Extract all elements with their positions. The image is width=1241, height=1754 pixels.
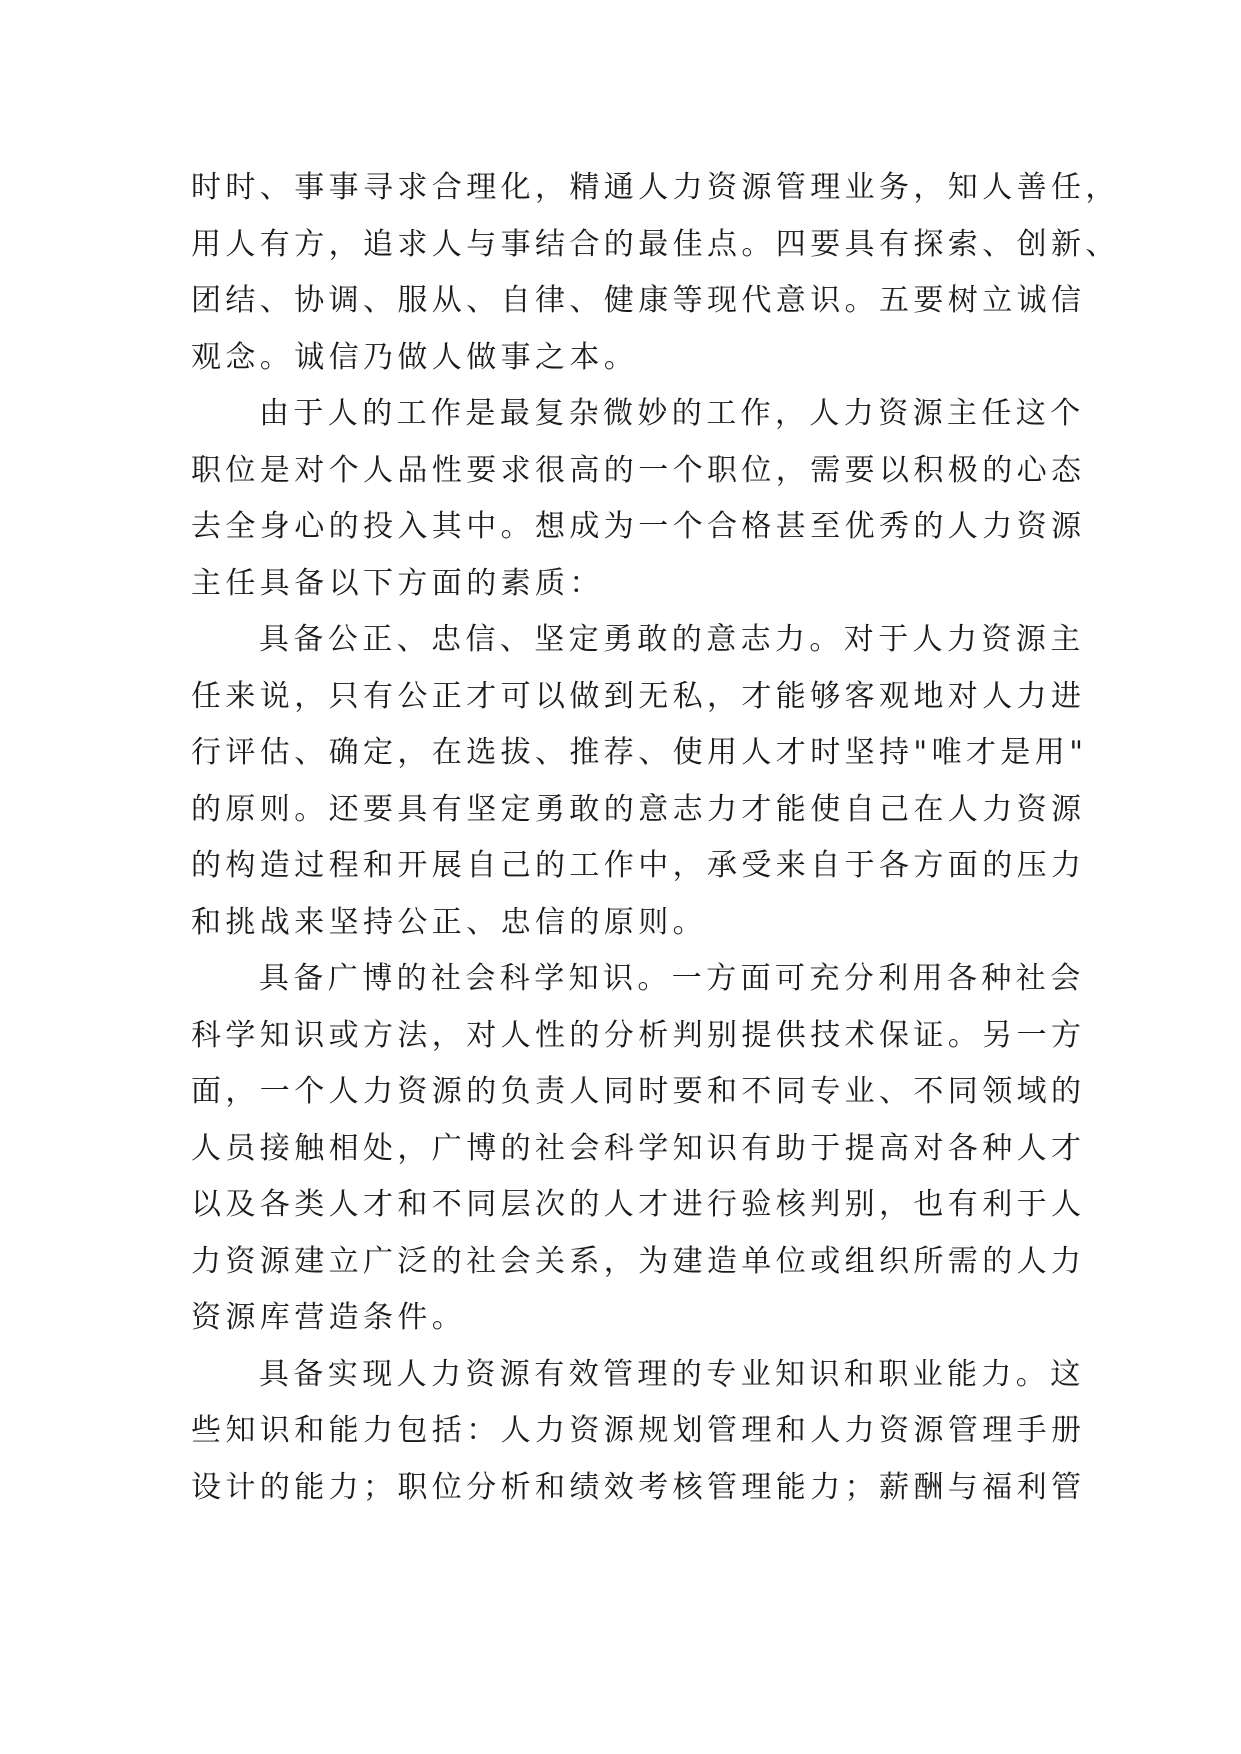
text-line: 团结、协调、服从、自律、健康等现代意识。五要树立诚信 [191, 283, 1086, 318]
text-line: 科学知识或方法，对人性的分析判别提供技术保证。另一方 [191, 1017, 1086, 1053]
text-line: 和挑战来坚持公正、忠信的原则。 [191, 904, 707, 940]
text-line: 时时、事事寻求合理化，精通人力资源管理业务，知人善任， [191, 170, 1120, 205]
text-line: 由于人的工作是最复杂微妙的工作，人力资源主任这个 [259, 396, 1085, 431]
text-line: 的原则。还要具有坚定勇敢的意志力才能使自己在人力资源 [191, 791, 1086, 827]
text-line: 的构造过程和开展自己的工作中，承受来自于各方面的压力 [191, 848, 1086, 883]
text-line: 些知识和能力包括：人力资源规划管理和人力资源管理手册 [191, 1413, 1086, 1448]
text-line: 以及各类人才和不同层次的人才进行验核判别，也有利于人 [191, 1187, 1086, 1222]
text-line: 面，一个人力资源的负责人同时要和不同专业、不同领域的 [191, 1074, 1086, 1109]
text-line: 具备公正、忠信、坚定勇敢的意志力。对于人力资源主 [259, 622, 1085, 657]
text-line: 设计的能力；职位分析和绩效考核管理能力；薪酬与福利管 [191, 1469, 1086, 1505]
text-line: 行评估、确定，在选拔、推荐、使用人才时坚持"唯才是用" [191, 735, 1088, 770]
text-line: 具备广博的社会科学知识。一方面可充分利用各种社会 [259, 961, 1085, 996]
text-line: 职位是对个人品性要求很高的一个职位，需要以积极的心态 [191, 452, 1086, 488]
text-line: 观念。诚信乃做人做事之本。 [191, 339, 639, 375]
text-line: 人员接触相处，广博的社会科学知识有助于提高对各种人才 [191, 1130, 1086, 1166]
text-line: 任来说，只有公正才可以做到无私，才能够客观地对人力进 [191, 678, 1086, 714]
text-line: 力资源建立广泛的社会关系，为建造单位或组织所需的人力 [191, 1243, 1086, 1279]
text-line: 用人有方，追求人与事结合的最佳点。四要具有探索、创新、 [191, 226, 1120, 262]
text-line: 主任具备以下方面的素质： [191, 565, 604, 601]
text-line: 资源库营造条件。 [191, 1300, 467, 1335]
text-line: 去全身心的投入其中。想成为一个合格甚至优秀的人力资源 [191, 509, 1086, 544]
body-text [191, 160, 1120, 1516]
text-line: 具备实现人力资源有效管理的专业知识和职业能力。这 [259, 1356, 1085, 1392]
